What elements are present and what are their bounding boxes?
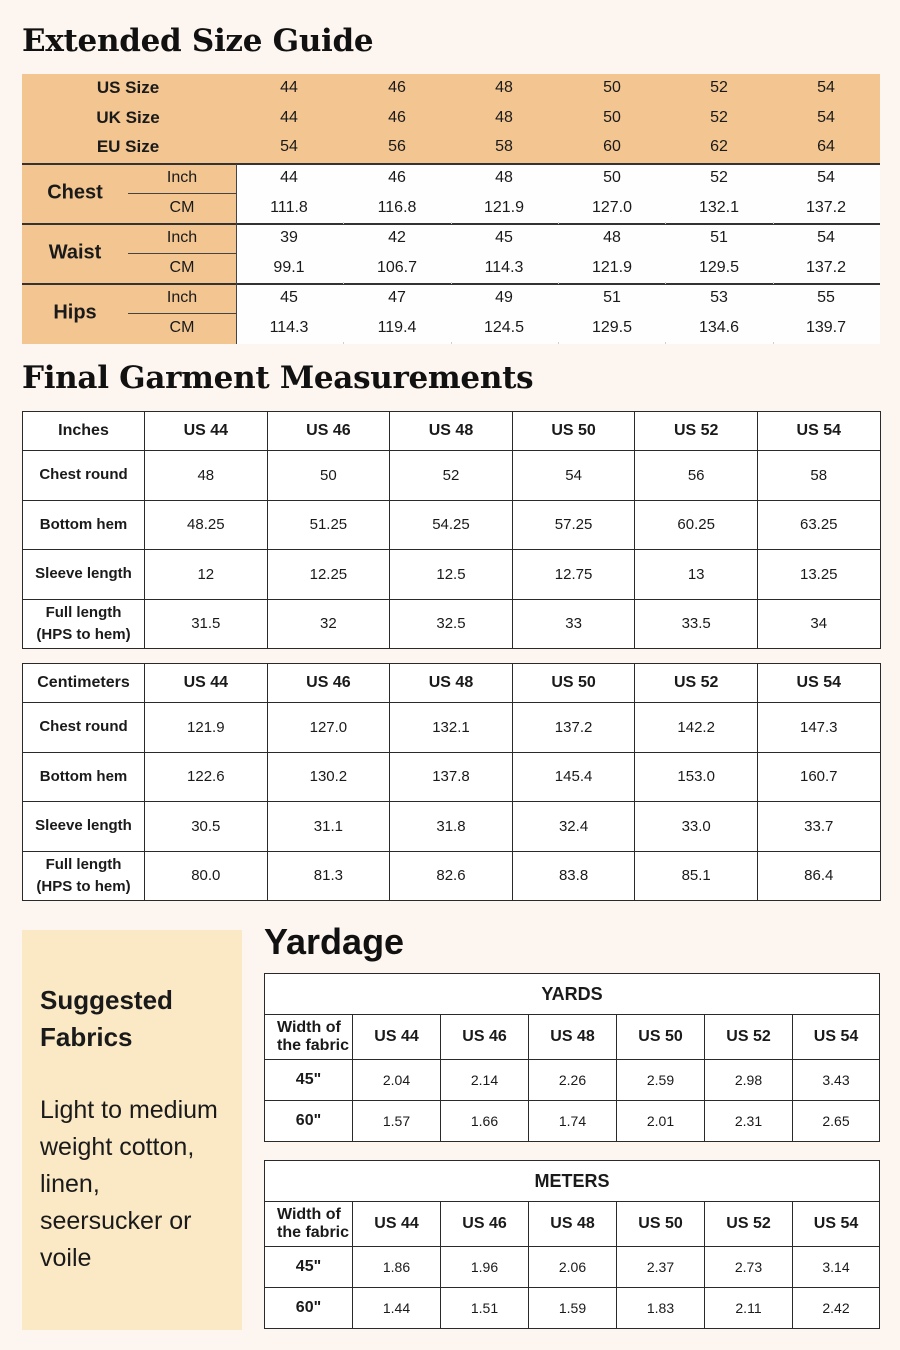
measure-value: 99.1 (273, 259, 305, 276)
size-value: 44 (280, 79, 298, 96)
size-system-label: US Size (96, 78, 160, 97)
table-corner-label: Inches (23, 412, 145, 451)
table-cell: 137.2 (512, 703, 635, 753)
measure-value: 116.8 (377, 199, 417, 216)
table-cell: 85.1 (635, 851, 758, 901)
size-header-cell: US 46 (441, 1202, 529, 1247)
size-header-cell: US 50 (617, 1015, 705, 1060)
table-cell: 2.59 (617, 1060, 705, 1101)
cell-divider (558, 282, 559, 284)
fabric-width-label: 60" (265, 1288, 353, 1329)
table-header-row (23, 664, 881, 703)
row-label-line: Sleeve length (35, 565, 132, 583)
table-cell: 2.26 (529, 1060, 617, 1101)
table-cell: 63.25 (757, 500, 880, 550)
size-value: 60 (603, 138, 621, 155)
suggested-fabrics-title (40, 982, 173, 1056)
size-value: 50 (603, 109, 621, 126)
measure-group-label: Waist (48, 241, 102, 264)
row-label (23, 851, 145, 901)
extended-size-guide (22, 74, 880, 344)
size-guide-title: Extended Size Guide (22, 23, 374, 59)
measure-value: 54 (817, 169, 835, 186)
table-cell: 3.14 (793, 1247, 880, 1288)
measure-value: 106.7 (376, 259, 418, 276)
size-header-cell: US 52 (635, 664, 758, 703)
size-header-cell: US 54 (793, 1202, 880, 1247)
row-label (23, 802, 145, 852)
unit-label: CM (169, 199, 195, 216)
yardage-caption-row (265, 974, 880, 1015)
size-value: 58 (495, 138, 513, 155)
measure-value: 139.7 (805, 319, 847, 336)
table-cell: 31.5 (145, 599, 268, 649)
table-row (23, 550, 881, 600)
unit-label: Inch (166, 289, 198, 306)
suggested-fabrics-box (22, 930, 242, 1330)
size-header-cell: US 46 (267, 664, 390, 703)
yardage-title: Yardage (264, 921, 405, 962)
measure-group-label: Chest (47, 181, 103, 204)
size-header-cell: US 54 (757, 664, 880, 703)
row-label (23, 703, 145, 753)
row-label (23, 500, 145, 550)
measure-value: 124.5 (483, 319, 525, 336)
table-cell: 60.25 (635, 500, 758, 550)
table-cell: 2.37 (617, 1247, 705, 1288)
size-value: 44 (280, 109, 298, 126)
fabrics-text-line: voile (40, 1244, 92, 1272)
cell-divider (451, 282, 452, 284)
table-cell: 1.86 (353, 1247, 441, 1288)
row-label-line: Full length (45, 855, 122, 873)
measure-value: 129.5 (698, 259, 740, 276)
size-header-cell: US 50 (512, 412, 635, 451)
row-label-line: Chest round (39, 718, 128, 736)
table-cell: 2.73 (705, 1247, 793, 1288)
measure-value-area (236, 164, 880, 344)
measure-value: 137.2 (805, 199, 847, 216)
table-cell: 54 (512, 451, 635, 501)
table-cell: 82.6 (390, 851, 513, 901)
size-value: 54 (280, 138, 298, 155)
row-label-line: Bottom hem (39, 767, 128, 785)
table-row (23, 599, 881, 649)
measure-value: 121.9 (483, 199, 525, 216)
table-row (23, 451, 881, 501)
table-cell: 58 (757, 451, 880, 501)
cell-divider (773, 222, 774, 224)
measure-value: 49 (495, 289, 513, 306)
column-divider (236, 164, 237, 344)
table-cell: 127.0 (267, 703, 390, 753)
size-header-cell: US 54 (757, 412, 880, 451)
table-cell: 12.25 (267, 550, 390, 600)
table-cell: 142.2 (635, 703, 758, 753)
yardage-caption-row (265, 1161, 880, 1202)
size-header-cell: US 48 (390, 412, 513, 451)
fabric-width-label: 60" (265, 1101, 353, 1142)
yardage-meters-table (264, 1160, 880, 1329)
row-label-line: Chest round (39, 466, 128, 484)
row-label (23, 451, 145, 501)
size-header-cell: US 50 (617, 1202, 705, 1247)
table-cell: 33 (512, 599, 635, 649)
table-cell: 2.31 (705, 1101, 793, 1142)
table-cell: 1.66 (441, 1101, 529, 1142)
table-cell: 3.43 (793, 1060, 880, 1101)
table-cell: 121.9 (145, 703, 268, 753)
table-corner-label: Centimeters (23, 664, 145, 703)
fabrics-text-line: weight cotton, (40, 1133, 195, 1161)
cell-divider (343, 282, 344, 284)
table-cell: 1.59 (529, 1288, 617, 1329)
garment-measurements-title: Final Garment Measurements (22, 360, 534, 396)
table-cell: 1.83 (617, 1288, 705, 1329)
measure-value: 54 (817, 229, 835, 246)
yardage-caption: YARDS (265, 974, 880, 1015)
table-cell: 132.1 (390, 703, 513, 753)
cell-divider (665, 342, 666, 344)
table-cell: 33.5 (635, 599, 758, 649)
table-cell: 31.8 (390, 802, 513, 852)
table-cell: 83.8 (512, 851, 635, 901)
measure-value: 137.2 (805, 259, 847, 276)
table-cell: 31.1 (267, 802, 390, 852)
cell-divider (451, 342, 452, 344)
size-value: 52 (710, 109, 728, 126)
width-of-fabric-label (265, 1015, 353, 1060)
measure-value: 51 (603, 289, 621, 306)
unit-label: Inch (166, 169, 198, 186)
size-value: 46 (388, 79, 406, 96)
table-cell: 50 (267, 451, 390, 501)
size-header-cell: US 44 (353, 1202, 441, 1247)
table-cell: 1.51 (441, 1288, 529, 1329)
yardage-yards-table (264, 973, 880, 1142)
row-label-line: (HPS to hem) (36, 625, 131, 643)
table-cell: 1.74 (529, 1101, 617, 1142)
size-system-label: UK Size (96, 108, 160, 127)
fabrics-text-line: linen, (40, 1170, 100, 1198)
unit-label: CM (169, 319, 195, 336)
table-cell: 2.14 (441, 1060, 529, 1101)
measure-value: 119.4 (377, 319, 417, 336)
cell-divider (773, 342, 774, 344)
table-cell: 32 (267, 599, 390, 649)
size-value: 64 (817, 138, 835, 155)
row-label-line: Bottom hem (39, 515, 128, 533)
size-value: 48 (495, 79, 513, 96)
table-cell: 80.0 (145, 851, 268, 901)
table-cell: 57.25 (512, 500, 635, 550)
table-cell: 2.65 (793, 1101, 880, 1142)
table-cell: 52 (390, 451, 513, 501)
table-cell: 48 (145, 451, 268, 501)
cell-divider (558, 222, 559, 224)
table-cell: 2.01 (617, 1101, 705, 1142)
table-row (265, 1060, 880, 1101)
size-header-cell: US 44 (353, 1015, 441, 1060)
table-cell: 2.42 (793, 1288, 880, 1329)
table-cell: 32.5 (390, 599, 513, 649)
table-cell: 130.2 (267, 752, 390, 802)
table-cell: 86.4 (757, 851, 880, 901)
table-cell: 153.0 (635, 752, 758, 802)
size-value: 46 (388, 109, 406, 126)
table-row (265, 1288, 880, 1329)
table-cell: 32.4 (512, 802, 635, 852)
row-label (23, 550, 145, 600)
measure-value: 53 (710, 289, 728, 306)
table-cell: 145.4 (512, 752, 635, 802)
measure-value: 52 (710, 169, 728, 186)
measure-value: 39 (280, 229, 298, 246)
cell-divider (558, 342, 559, 344)
garment-centimeters-table (22, 663, 881, 901)
garment-inches-table (22, 411, 881, 649)
size-value: 48 (495, 109, 513, 126)
measure-value: 114.3 (484, 259, 524, 276)
measure-value: 55 (817, 289, 835, 306)
unit-label: Inch (166, 229, 198, 246)
corner-label-line: Width of (277, 1206, 341, 1223)
measure-value: 45 (280, 289, 298, 306)
table-cell: 160.7 (757, 752, 880, 802)
measure-value: 42 (388, 229, 406, 246)
table-cell: 12.5 (390, 550, 513, 600)
measure-value: 44 (280, 169, 298, 186)
size-value: 54 (817, 109, 835, 126)
unit-divider (128, 193, 236, 194)
table-row (23, 851, 881, 901)
cell-divider (665, 222, 666, 224)
size-value: 52 (710, 79, 728, 96)
table-cell: 137.8 (390, 752, 513, 802)
corner-label-line: Width of (277, 1019, 341, 1036)
row-label-line: (HPS to hem) (36, 877, 131, 895)
table-cell: 1.44 (353, 1288, 441, 1329)
corner-label-line: the fabric (277, 1037, 350, 1054)
table-cell: 51.25 (267, 500, 390, 550)
table-header-row (265, 1015, 880, 1060)
fabrics-title-line: Fabrics (40, 1022, 133, 1052)
table-cell: 2.98 (705, 1060, 793, 1101)
unit-divider (128, 313, 236, 314)
measure-value: 48 (603, 229, 621, 246)
table-cell: 81.3 (267, 851, 390, 901)
row-label-line: Sleeve length (35, 817, 132, 835)
size-system-label: EU Size (96, 137, 160, 156)
measure-group-label: Hips (53, 301, 97, 324)
cell-divider (451, 222, 452, 224)
size-header-cell: US 52 (635, 412, 758, 451)
table-cell: 12 (145, 550, 268, 600)
table-row (23, 802, 881, 852)
cell-divider (665, 282, 666, 284)
table-cell: 1.57 (353, 1101, 441, 1142)
measure-value: 129.5 (591, 319, 633, 336)
table-cell: 122.6 (145, 752, 268, 802)
size-header-cell: US 50 (512, 664, 635, 703)
measure-value: 134.6 (698, 319, 740, 336)
table-cell: 30.5 (145, 802, 268, 852)
size-header-cell: US 46 (441, 1015, 529, 1060)
fabrics-title-line: Suggested (40, 985, 173, 1015)
measure-value: 111.8 (270, 199, 308, 216)
size-header-cell: US 48 (529, 1202, 617, 1247)
table-cell: 33.7 (757, 802, 880, 852)
unit-label: CM (169, 259, 195, 276)
table-cell: 1.96 (441, 1247, 529, 1288)
table-cell: 56 (635, 451, 758, 501)
size-header-cell: US 44 (145, 412, 268, 451)
measure-value: 114.3 (269, 319, 309, 336)
measure-value: 48 (495, 169, 513, 186)
table-row (265, 1247, 880, 1288)
corner-label-line: the fabric (277, 1224, 350, 1241)
table-cell: 12.75 (512, 550, 635, 600)
fabrics-text-line: Light to medium (40, 1096, 218, 1124)
table-row (265, 1101, 880, 1142)
yardage-caption: METERS (265, 1161, 880, 1202)
measure-value: 51 (710, 229, 728, 246)
cell-divider (343, 342, 344, 344)
table-cell: 13.25 (757, 550, 880, 600)
table-cell: 2.11 (705, 1288, 793, 1329)
fabric-width-label: 45" (265, 1247, 353, 1288)
table-header-row (23, 412, 881, 451)
table-cell: 2.06 (529, 1247, 617, 1288)
size-header-cell: US 48 (390, 664, 513, 703)
group-divider (22, 163, 880, 165)
row-label (23, 599, 145, 649)
size-header-cell: US 52 (705, 1015, 793, 1060)
size-value: 56 (388, 138, 406, 155)
unit-divider (128, 253, 236, 254)
size-header-cell: US 44 (145, 664, 268, 703)
measure-value: 121.9 (591, 259, 633, 276)
size-value: 62 (710, 138, 728, 155)
row-label-line: Full length (45, 603, 122, 621)
cell-divider (773, 282, 774, 284)
measure-value: 127.0 (591, 199, 633, 216)
cell-divider (343, 222, 344, 224)
measure-value: 45 (495, 229, 513, 246)
size-header-cell: US 52 (705, 1202, 793, 1247)
table-row (23, 500, 881, 550)
size-header-cell: US 46 (267, 412, 390, 451)
measure-value: 46 (388, 169, 406, 186)
table-header-row (265, 1202, 880, 1247)
measure-value: 50 (603, 169, 621, 186)
table-row (23, 752, 881, 802)
size-header-cell: US 48 (529, 1015, 617, 1060)
suggested-fabrics-text (40, 1092, 240, 1277)
size-value: 50 (603, 79, 621, 96)
table-cell: 2.04 (353, 1060, 441, 1101)
table-cell: 13 (635, 550, 758, 600)
table-row (23, 703, 881, 753)
table-cell: 34 (757, 599, 880, 649)
width-of-fabric-label (265, 1202, 353, 1247)
size-value: 54 (817, 79, 835, 96)
size-header-cell: US 54 (793, 1015, 880, 1060)
fabric-width-label: 45" (265, 1060, 353, 1101)
table-cell: 48.25 (145, 500, 268, 550)
measure-value: 132.1 (698, 199, 740, 216)
measure-value: 47 (388, 289, 406, 306)
fabrics-text-line: seersucker or (40, 1207, 192, 1235)
table-cell: 54.25 (390, 500, 513, 550)
table-cell: 147.3 (757, 703, 880, 753)
table-cell: 33.0 (635, 802, 758, 852)
row-label (23, 752, 145, 802)
